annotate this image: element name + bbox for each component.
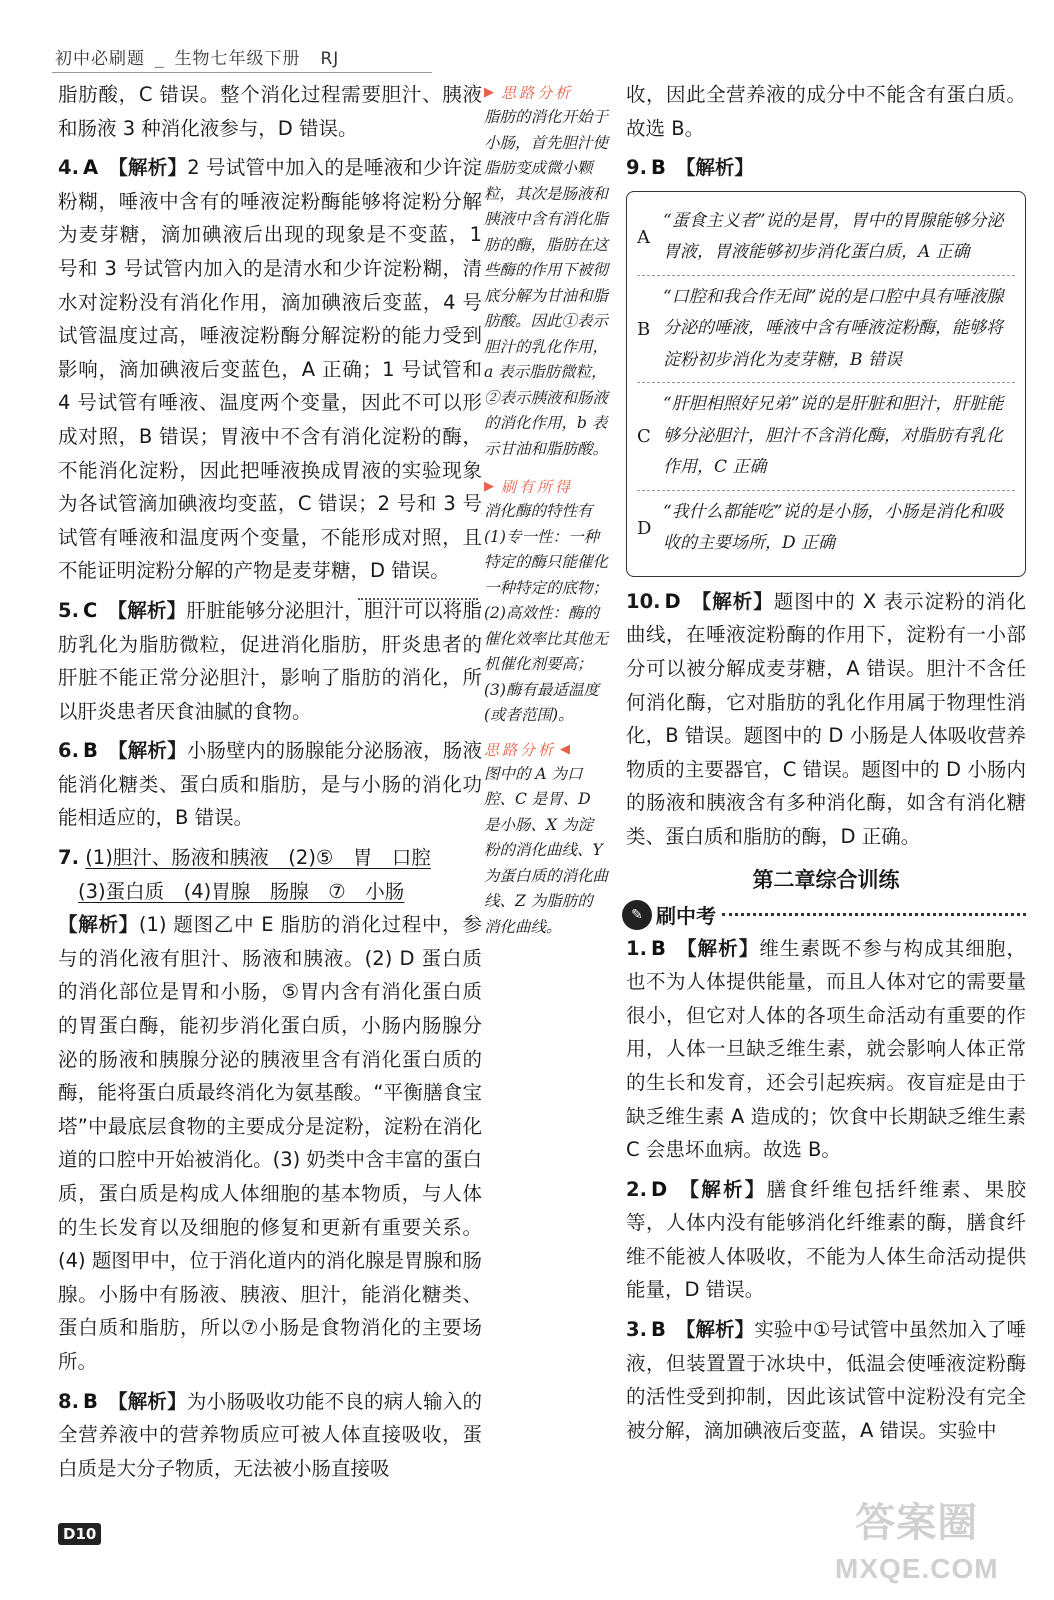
q7-answer-line-1: (1)胆汁、肠液和胰液 (2)⑤ 胃 口腔 [85,846,431,870]
c1-answer: B [650,936,666,960]
q9-tag: 【解析】 [675,156,754,180]
left-column [58,78,482,1485]
q4-number: 4. [58,156,79,180]
side-notes [484,78,608,940]
side-heading-2 [484,476,608,497]
right-column [626,78,1026,1447]
option-row [637,200,1015,276]
edition-label: RJ [320,49,340,69]
option-text: “我什么都能吃”说的是小肠，小肠是消化和吸收的主要场所，D 正确 [663,501,1004,554]
q6-answer: B [82,739,98,763]
option-text: “肝胆相照好兄弟”说的是肝脏和胆汁，肝脏能够分泌胆汁，胆汁不含消化酶，对脂肪有乳化作用，C 正确 [663,394,1004,478]
q4-text: 2 号试管中加入的是唾液和少许淀粉糊，唾液中含有的唾液淀粉酶能够将淀粉分解为麦芽糖，滴加碘液后出现的现象是不变蓝，1 号和 3 号试管内加入的是清水和少许淀粉糊，清水对淀粉没有消化作用，滴加碘液后变蓝，4 号试管温度过高，唾液淀粉酶分解淀粉的能力受到影响，滴加碘液后变蓝色，A 正确；1 号试管和 4 号试管有唾液、温度两个变量，因此不可以形成对照，B 错误；胃液中不含有消化淀粉的酶，不能消化淀粉，因此把唾液换成胃液的实验现象为各试管滴加碘液均变蓝，C 错误；2 号和 3 号试管有唾液和温度两个变量，不能形成对照，且不能证明淀粉分解的产物是麦芽糖，D 错误。 [58,156,482,583]
c1-number: 1. [626,936,647,960]
c3-answer: B [650,1318,666,1342]
option-row [637,383,1015,491]
c2-tag: 【解析】 [677,1177,767,1201]
c3-text: 实验中①号试管中虽然加入了唾液，但装置置于冰块中，低温会使唾液淀粉酶的活性受到抑制，因此该试管中淀粉没有完全被分解，滴加碘液后变蓝，A 错误。实验中 [626,1318,1026,1442]
q9-answer: B [650,156,666,180]
q7-tag: 【解析】 [58,913,139,937]
arrow-icon: ▶ [484,479,497,494]
banner-title: 刷中考 [656,904,716,929]
side-heading-3-text: 思路分析 [484,740,557,759]
c1-tag: 【解析】 [675,936,760,960]
header-rule [52,72,432,73]
pen-icon: ✎ [622,900,652,930]
arrow-icon: ◀ [560,741,574,757]
c3-tag: 【解析】 [675,1318,755,1342]
q5-number: 5. [58,598,79,622]
q5-tag: 【解析】 [107,598,187,622]
question-8 [58,1385,482,1486]
question-5 [58,594,482,728]
q5-text: 肝脏能够分泌胆汁，胆汁可以将脂肪乳化为脂肪微粒，促进消化脂肪，肝炎患者的肝脏不能正常分泌胆汁，影响了脂肪的消化，所以肝炎患者厌食油腻的食物。 [58,598,482,723]
q8-number: 8. [58,1389,79,1413]
q6-text: 小肠壁内的肠腺能分泌肠液，肠液能消化糖类、蛋白质和脂肪，是与小肠的消化功能相适应的，B 错误。 [58,739,482,830]
question-10 [626,585,1026,854]
q9-number: 9. [626,156,647,180]
q6-tag: 【解析】 [107,739,187,763]
question-7-answers [58,841,482,908]
question-7-analysis [58,908,482,1378]
q5-answer: C [82,598,98,622]
c2-answer: D [650,1177,668,1201]
option-letter: C [637,426,651,448]
option-letter: A [637,226,650,248]
continued-text-right: 收，因此全营养液的成分中不能含有蛋白质。故选 B。 [626,83,1026,140]
exam-question-3 [626,1313,1026,1447]
leader-dots [358,598,478,600]
watermark-logo [835,1500,999,1592]
banner-dots [722,913,1026,916]
question-9 [626,151,1026,185]
side-heading-1-text: 思路分析 [501,84,574,102]
continued-text: 脂肪酸，C 错误。整个消化过程需要胆汁、胰液和肠液 3 种消化液参与，D 错误。 [58,83,482,140]
side-note-3: 图中的 A 为口腔、C 是胃、D 是小肠、X 为淀粉的消化曲线、Y 为蛋白质的消化曲线、Z 为脂肪的消化曲线。 [484,764,609,936]
side-note-2: 消化酶的特性有(1)专一性：一种特定的酶只能催化一种特定的底物；(2)高效性：酶的催化效率比其他无机催化剂要高；(3)酶有最适温度(或者范围)。 [484,502,609,724]
c2-number: 2. [626,1177,647,1201]
subject-name: 生物七年级下册 [174,49,301,69]
c1-text: 维生素既不参与构成其细胞，也不为人体提供能量，而且人体对它的需要量很小，但它对人体的各项生命活动有重要的作用，人体一旦缺乏维生素，就会影响人体正常的生长和发育，还会引起疾病。夜盲症是由于缺乏维生素 A 造成的；饮食中长期缺乏维生素 C 会患坏血病。故选 B。 [626,936,1026,1162]
q8-answer: B [82,1389,98,1413]
question-4 [58,151,482,588]
option-letter: B [637,318,651,340]
running-header: 初中必刷题 _ 生物七年级下册 RJ [55,49,340,69]
side-heading-2-text: 刷有所得 [501,478,574,496]
c2-text: 膳食纤维包括纤维素、果胶等，人体内没有能够消化纤维素的酶，膳食纤维不能被人体吸收，不能为人体生命活动提供能量，D 错误。 [626,1177,1026,1302]
section-banner [622,900,1026,930]
q8-text: 为小肠吸收功能不良的病人输入的全营养液中的营养物质应可被人体直接吸收，蛋白质是大分子物质，无法被小肠直接吸 [58,1389,482,1480]
question-6 [58,734,482,835]
q4-answer: A [82,156,99,180]
q10-tag: 【解析】 [690,589,774,613]
c3-number: 3. [626,1318,647,1342]
watermark-line-1: 答案圈 [855,1501,979,1545]
q7-number: 7. [58,846,79,870]
q10-answer: D [664,589,681,613]
q6-number: 6. [58,739,79,763]
option-row [637,491,1015,566]
watermark-line-2: MXQE.COM [835,1553,999,1584]
option-text: “蛋食主义者”说的是胃，胃中的胃腺能够分泌胃液，胃液能够初步消化蛋白质，A 正确 [663,210,1004,263]
q7-answer-line-2: (3)蛋白质 (4)胃腺 肠腺 ⑦ 小肠 [78,879,405,903]
exam-question-2 [626,1173,1026,1307]
q8-tag: 【解析】 [107,1389,187,1413]
q7-text: (1) 题图乙中 E 脂肪的消化过程中，参与的消化液有胆汁、肠液和胰液。(2) D 蛋白质的消化部位是胃和小肠，⑤胃内含有消化蛋白质的胃蛋白酶，能初步消化蛋白质，小肠内肠腺分泌的肠液和胰腺分泌的胰液里含有消化蛋白质的酶，能将蛋白质最终消化为氨基酸。“平衡膳食宝塔”中最底层食物的主要成分是淀粉，淀粉在消化道的口腔中开始被消化。(3) 奶类中含丰富的蛋白质，蛋白质是构成人体细胞的基本物质，与人体的生长发育以及细胞的修复和更新有重要关系。(4) 题图甲中，位于消化道内的消化腺是胃腺和肠腺。小肠中有肠液、胰液、胆汁，能消化糖类、蛋白质和脂肪，所以⑦小肠是食物消化的主要场所。 [58,913,482,1373]
side-heading-1 [484,82,608,103]
q10-number: 10. [626,589,661,613]
section-title: 第二章综合训练 [752,867,900,892]
option-letter: D [637,517,652,539]
page-number: D10 [58,1523,101,1545]
q4-tag: 【解析】 [108,156,188,180]
q10-text: 题图中的 X 表示淀粉的消化曲线，在唾液淀粉酶的作用下，淀粉有一小部分可以被分解成麦芽糖，A 错误。胆汁不含任何消化酶，它对脂肪的乳化作用属于物理性消化，B 错误。题图中的 D 小肠是人体吸收营养物质的主要器官，C 错误。题图中的 D 小肠内的肠液和胰液含有多种消化酶，如含有消化糖类、蛋白质和脂肪的酶，D 正确。 [626,589,1026,848]
book-name: 初中必刷题 [55,49,145,69]
side-note-1: 脂肪的消化开始于小肠，首先胆汁使脂肪变成微小颗粒，其次是肠液和胰液中含有消化脂肪的酶，脂肪在这些酶的作用下被彻底分解为甘油和脂肪酸。因此①表示胆汁的乳化作用，a 表示脂肪微粒，②表示胰液和肠液的消化作用，b 表示甘油和脂肪酸。 [484,108,609,458]
exam-question-1 [626,932,1026,1167]
side-heading-3 [484,739,608,760]
option-row [637,276,1015,384]
arrow-icon: ▶ [484,85,497,100]
option-text: “口腔和我合作无间”说的是口腔中具有唾液腺分泌的唾液，唾液中含有唾液淀粉酶，能够将淀粉初步消化为麦芽糖，B 错误 [663,286,1004,370]
option-analysis-box [626,191,1026,577]
